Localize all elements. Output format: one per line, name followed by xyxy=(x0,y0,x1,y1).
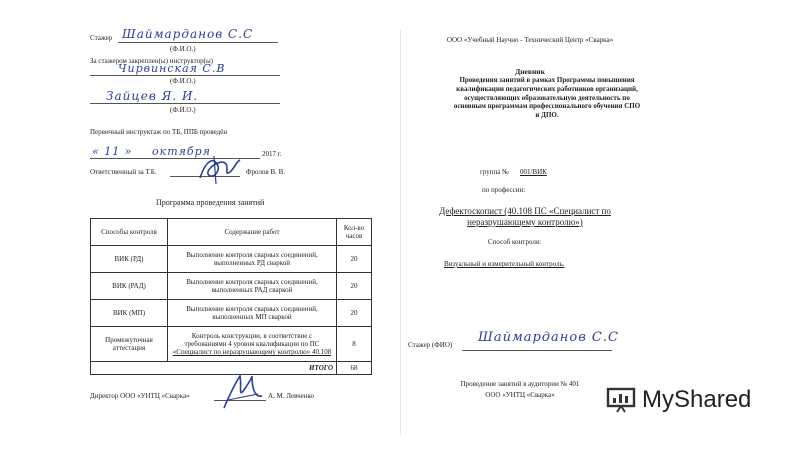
table-cell-content: Выполнение контроля сварных соединений, выполненных РАД сваркой xyxy=(168,273,337,300)
table-cell-content: Выполнение контроля сварных соединений, выполненных РД сваркой xyxy=(168,246,337,273)
myshared-logo xyxy=(606,386,751,414)
program-title: Программа проведения занятий xyxy=(156,198,265,207)
table-cell-hours: 8 xyxy=(337,327,372,362)
fio-label-3: (Ф.И.О.) xyxy=(170,106,196,114)
date-year: 2017 г. xyxy=(262,150,282,158)
instructor-2-underline xyxy=(90,103,280,104)
instructor-1-underline xyxy=(90,75,280,76)
right-trainee-label: Стажер (ФИО) xyxy=(408,341,453,349)
briefing-text: Первичный инструктаж по ТБ, ППБ проведён xyxy=(90,128,228,136)
auditorium-text: Проведение занятий в аудитории № 401 xyxy=(460,380,580,388)
table-cell-method: ВИК (РД) xyxy=(91,246,168,273)
auditorium-org: ООО «УНТЦ «Сварка» xyxy=(485,391,555,399)
director-signature-image xyxy=(218,372,268,412)
table-total-label: ИТОГО xyxy=(91,362,337,375)
table-cell-hours: 20 xyxy=(337,300,372,327)
table-row xyxy=(91,273,372,300)
instructor-2-handwritten: Зайцев Я. И. xyxy=(106,89,199,103)
profession-label: по профессии: xyxy=(482,186,526,194)
right-trainee-underline xyxy=(462,350,612,351)
date-month: октября xyxy=(152,145,211,158)
responsible-name: Фролов В. В. xyxy=(246,168,286,176)
fio-label-2: (Ф.И.О.) xyxy=(170,77,196,85)
director-label: Директор ООО «УНТЦ «Сварка» xyxy=(90,392,190,400)
table-cell-content: Выполнение контроля сварных соединений, выполненных МП сваркой xyxy=(168,300,337,327)
profession-value: Дефектоскопист (40.108 ПС «Специалист по неразрушающему контролю») xyxy=(439,206,611,227)
method-label: Способ контроля: xyxy=(488,238,542,246)
table-total-value: 68 xyxy=(337,362,372,375)
table-cell-method: ВИК (МП) xyxy=(91,300,168,327)
trainee-underline xyxy=(118,42,278,43)
trainee-label: Стажер xyxy=(90,34,113,42)
responsible-signature-image xyxy=(196,152,244,186)
table-cell-method: Промежуточная аттестация xyxy=(91,327,168,362)
table-cell-content-main: Контроль конструкции, в соответствие с требованиями 4 уровня квалификации по ПС xyxy=(184,331,320,348)
diary-subtitle: Проведения занятий в рамках Программы повышения квалификации педагогических работников организаций, осуществляющих образовательную деятельность по основным программам профессионального обучения СПО и ДПО. xyxy=(453,76,641,119)
presentation-board-icon xyxy=(606,387,636,413)
table-cell-content xyxy=(168,327,337,362)
right-trainee-signature: Шаймарданов С.С xyxy=(478,330,619,345)
table-cell-hours: 20 xyxy=(337,246,372,273)
myshared-brand-text: MyShared xyxy=(642,386,752,413)
assigned-instructors-label: За стажером закреплен(ы) инструктор(ы) xyxy=(90,57,213,65)
table-cell-hours: 20 xyxy=(337,273,372,300)
instructor-1-handwritten: Чирвинская С.В xyxy=(118,62,226,75)
group-value: 001/ВИК xyxy=(520,168,547,176)
table-cell-content-link: «Специалист по неразрушающему контролю» 40.108 xyxy=(172,348,332,357)
table-header-content: Содержание работ xyxy=(168,219,337,246)
table-row xyxy=(91,300,372,327)
date-day: « 11 » xyxy=(92,145,133,158)
table-header-row xyxy=(91,219,372,246)
table-row xyxy=(91,327,372,362)
organization-name: ООО «Учебный Научно - Технический Центр «Сварка» xyxy=(446,36,614,44)
table-cell-method: ВИК (РАД) xyxy=(91,273,168,300)
trainee-handwritten-name: Шаймарданов С.С xyxy=(122,27,254,41)
group-label: группа № xyxy=(480,168,509,176)
fio-label-1: (Ф.И.О.) xyxy=(170,45,196,53)
table-header-hours: Кол-во часов xyxy=(337,219,372,246)
director-name: А. М. Левченко xyxy=(268,392,315,400)
table-header-method: Способы контроля xyxy=(91,219,168,246)
method-value: Визуальный и измерительный контроль. xyxy=(444,260,565,268)
page-divider xyxy=(400,30,401,435)
responsible-label: Ответственный за Т.Б. xyxy=(90,168,157,176)
table-row xyxy=(91,246,372,273)
diary-title: Дневник xyxy=(515,67,545,76)
program-table xyxy=(90,218,372,375)
